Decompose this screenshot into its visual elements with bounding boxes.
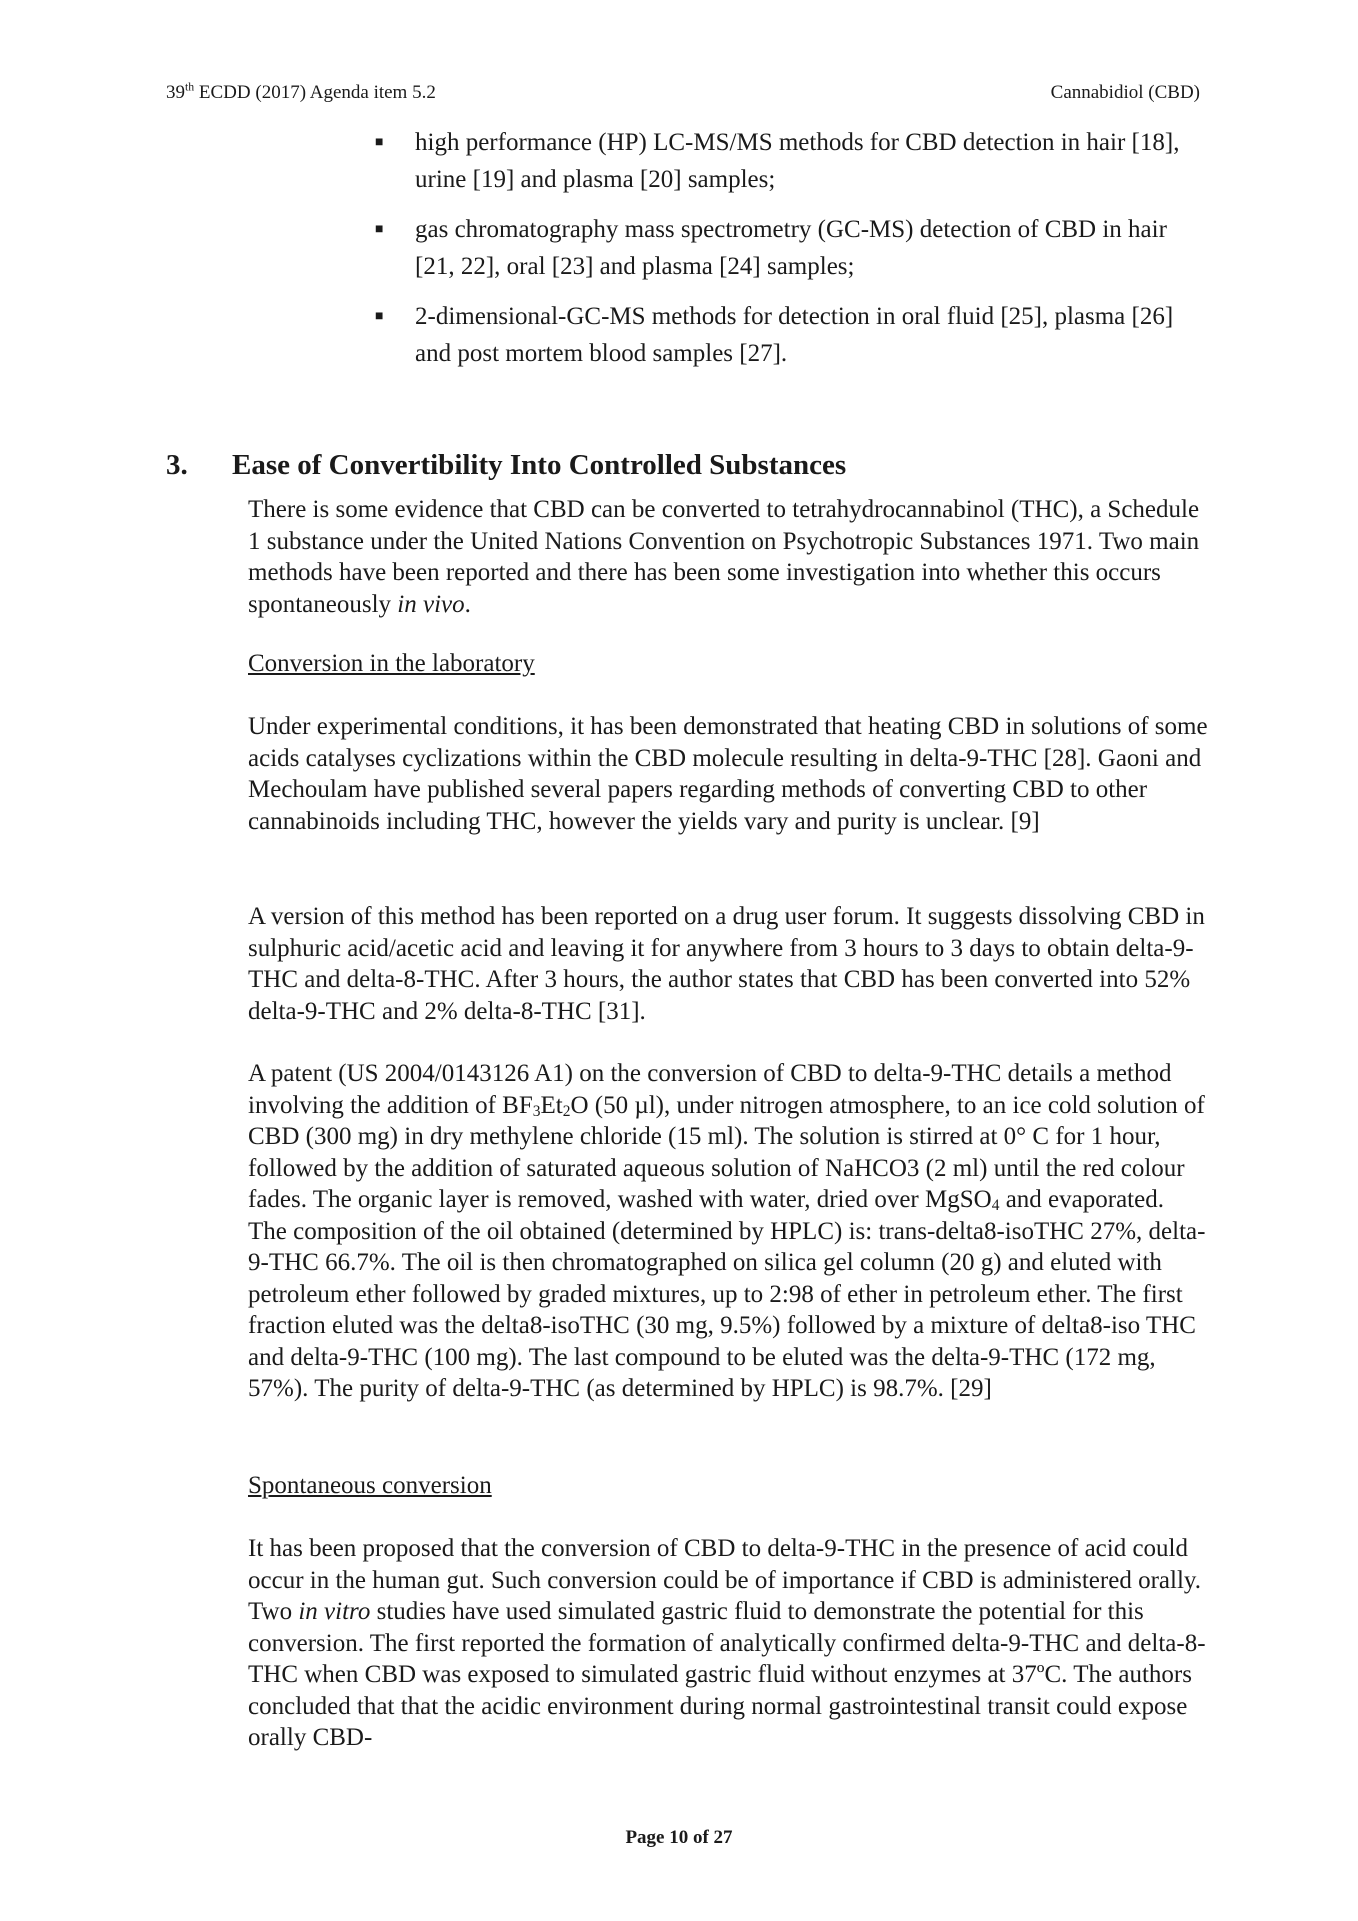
list-item: ■ high performance (HP) LC-MS/MS methods for CBD detection in hair [18], urine [19] and plasma [20] samples; (375, 124, 1205, 198)
spontaneous-conversion-heading: Spontaneous conversion (248, 1472, 492, 1499)
section-title: Ease of Convertibility Into Controlled Substances (232, 449, 847, 481)
square-bullet-icon: ■ (375, 222, 384, 237)
section-intro: There is some evidence that CBD can be converted to tetrahydrocannabinol (THC), a Schedule 1 substance under the United Nations Convention on Psychotropic Substances 1971. Two main methods have been reported and there has been some investigation into whether this occurs spontaneously in vivo. (248, 496, 1200, 618)
spontaneous-paragraph: It has been proposed that the conversion of CBD to delta-9-THC in the presence of acid could occur in the human gut. Such conversion could be of importance if CBD is administered orally. Two in vitro studies have used simulated gastric fluid to demonstrate the potential for this conversion. The first reported the formation of analytically confirmed delta-9-THC and delta-8-THC when CBD was exposed to simulated gastric fluid without enzymes at 37ºC. The authors concluded that that the acidic environment during normal gastrointestinal transit could expose orally CBD- (248, 1535, 1206, 1751)
list-item: ■ gas chromatography mass spectrometry (GC-MS) detection of CBD in hair [21, 22], oral [23] and plasma [24] samples; (375, 211, 1205, 285)
method-bullet-list (375, 124, 1205, 385)
section-number: 3. (166, 449, 188, 481)
lab-paragraph-2: A version of this method has been reported on a drug user forum. It suggests dissolving CBD in sulphuric acid/acetic acid and leaving it for anywhere from 3 hours to 3 days to obtain delta-9-THC and delta-8-THC. After 3 hours, the author states that CBD has been converted into 52% delta-9-THC and 2% delta-8-THC [31]. (248, 903, 1205, 1025)
header-right: Cannabidiol (CBD) (1050, 82, 1200, 103)
patent-paragraph: A patent (US 2004/0143126 A1) on the conversion of CBD to delta-9-THC details a method involving the addition of $BF_3Et_2O$ (50 µl), under nitrogen atmosphere, to an ice cold solution of CBD (300 mg) in dry methylene chloride (15 ml). The solution is stirred at 0° C for 1 hour, followed by the addition of saturated aqueous solution of NaHCO3 (2 ml) until the red colour fades. The organic layer is removed, washed with water, dried over MgSO$_4$ and evaporated. The composition of the oil obtained (determined by HPLC) is: trans-delta8-isoTHC 27%, delta-9-THC 66.7%. The oil is then chromatographed on silica gel column (20 g) and eluted with petroleum ether followed by graded mixtures, up to 2:98 of ether in petroleum ether. The first fraction eluted was the delta8-isoTHC (30 mg, 9.5%) followed by a mixture of delta8-iso THC and delta-9-THC (100 mg). The last compound to be eluted was the delta-9-THC (172 mg, 57%). The purity of delta-9-THC (as determined by HPLC) is 98.7%. [29] (248, 1060, 1206, 1402)
page-number: Page 10 of 27 (625, 1827, 733, 1848)
lab-paragraph-1: Under experimental conditions, it has been demonstrated that heating CBD in solutions of some acids catalyses cyclizations within the CBD molecule resulting in delta-9-THC [28]. Gaoni and Mechoulam have published several papers regarding methods of converting CBD to other cannabinoids including THC, however the yields vary and purity is unclear. [9] (248, 713, 1208, 835)
square-bullet-icon: ■ (375, 135, 384, 150)
header-left: 39th ECDD (2017) Agenda item 5.2 (166, 80, 436, 103)
square-bullet-icon: ■ (375, 309, 384, 324)
list-item: ■ 2-dimensional-GC-MS methods for detection in oral fluid [25], plasma [26] and post mortem blood samples [27]. (375, 298, 1205, 372)
lab-conversion-heading: Conversion in the laboratory (248, 650, 535, 677)
